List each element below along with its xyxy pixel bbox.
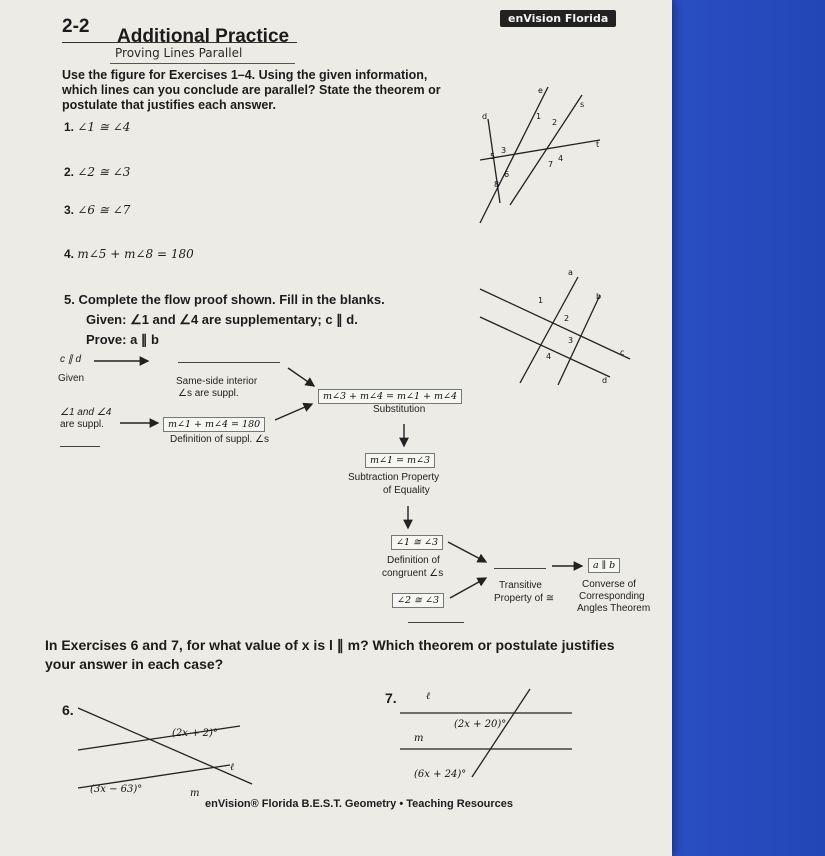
exercise-1-text: ∠1 ≅ ∠4 xyxy=(77,120,131,134)
proof-transitive-2: Property of ≅ xyxy=(494,593,555,604)
exercise-2-text: ∠2 ≅ ∠3 xyxy=(77,165,131,179)
exercise-3-number: 3. xyxy=(64,203,75,217)
page-subtitle: Proving Lines Parallel xyxy=(115,46,243,60)
label-n3: 3 xyxy=(568,336,574,345)
proof-a14b: are suppl. xyxy=(60,419,104,430)
ex7-bottom-angle: (6x + 24)° xyxy=(414,769,467,780)
arrow-ssi xyxy=(288,368,314,386)
ex6-label-m: m xyxy=(190,788,200,799)
label-angle-8: 8 xyxy=(494,180,500,189)
ex7-label-l: ℓ xyxy=(426,691,431,702)
ex7-number: 7. xyxy=(385,690,397,706)
exercise-1-number: 1. xyxy=(64,120,75,134)
ex6-label-l: ℓ xyxy=(230,762,235,773)
ex6-bottom-angle: (3x − 63)° xyxy=(90,784,143,795)
label-c: c xyxy=(620,348,625,357)
q5-prove: Prove: a ∥ b xyxy=(86,332,159,347)
proof-ssi-2: ∠s are suppl. xyxy=(178,388,239,399)
proof-def-cong: Definition of xyxy=(387,555,440,566)
proof-sub-prop: Subtraction Property xyxy=(348,472,440,483)
label-angle-2: 2 xyxy=(552,118,558,127)
footer: enVision® Florida B.E.S.T. Geometry • Teaching Resources xyxy=(205,798,514,810)
label-angle-4: 4 xyxy=(558,154,564,163)
proof-def-cong-2: congruent ∠s xyxy=(382,568,444,579)
proof-m1m3: m∠1 = m∠3 xyxy=(365,453,435,468)
label-s: s xyxy=(580,100,585,109)
proof-c23: ∠2 ≅ ∠3 xyxy=(392,593,444,608)
exercise-4-text: m∠5 + m∠8 = 180 xyxy=(77,247,194,261)
proof-a14: ∠1 and ∠4 xyxy=(60,407,112,418)
ex6-top-angle: (2x + 2)° xyxy=(172,728,218,739)
ex7-label-m: m xyxy=(414,733,424,744)
ex7-top-angle: (2x + 20)° xyxy=(454,719,507,730)
label-angle-5: 5 xyxy=(490,152,496,161)
arrow-c13 xyxy=(448,542,486,562)
ex6-number: 6. xyxy=(62,702,74,718)
label-n4: 4 xyxy=(546,352,552,361)
proof-c13: ∠1 ≅ ∠3 xyxy=(391,535,443,550)
proof-substitution: Substitution xyxy=(373,404,426,415)
label-t: t xyxy=(596,140,600,149)
label-e: e xyxy=(538,86,543,95)
proof-converse-3: Angles Theorem xyxy=(577,603,651,614)
proof-converse: Converse of xyxy=(582,579,636,590)
proof-converse-2: Corresponding xyxy=(579,591,645,602)
q5-given: Given: ∠1 and ∠4 are supplementary; c ∥ d. xyxy=(86,312,358,327)
proof-def-suppl: Definition of suppl. ∠s xyxy=(170,434,270,445)
label-d-fig5: d xyxy=(602,376,608,385)
label-a: a xyxy=(568,268,573,277)
page-title: Additional Practice xyxy=(117,26,290,47)
figure-ex6 xyxy=(70,700,260,800)
lesson-number: 2-2 xyxy=(62,16,90,37)
label-angle-1: 1 xyxy=(536,112,542,121)
label-n1: 1 xyxy=(538,296,544,305)
label-angle-3: 3 xyxy=(501,146,507,155)
proof-ssi: Same-side interior xyxy=(176,376,258,387)
figure-ex7 xyxy=(400,685,590,785)
exercise-2-number: 2. xyxy=(64,165,75,179)
proof-cd: c ∥ d xyxy=(60,354,82,365)
q5-prompt: 5. Complete the flow proof shown. Fill in the blanks. xyxy=(64,292,385,307)
label-n2: 2 xyxy=(564,314,570,323)
label-angle-6: 6 xyxy=(504,170,510,179)
proof-transitive: Transitive xyxy=(499,580,542,591)
proof-sub-prop-2: of Equality xyxy=(383,485,430,496)
proof-given-label: Given xyxy=(58,373,85,384)
instructions: Use the figure for Exercises 1–4. Using the given information, which lines can you conclude are parallel? State the theorem or postulate that justifies each answer. xyxy=(62,68,441,112)
proof-sum-eq: m∠3 + m∠4 = m∠1 + m∠4 xyxy=(318,389,462,404)
exercise-4-number: 4. xyxy=(64,247,75,261)
ex7-transversal xyxy=(472,689,530,777)
exercise-3-text: ∠6 ≅ ∠7 xyxy=(77,203,131,217)
arrow-m14 xyxy=(275,404,312,420)
proof-ab: a ∥ b xyxy=(588,558,620,573)
brand-logo: enVision Florida xyxy=(500,10,616,27)
label-d: d xyxy=(482,112,488,121)
label-angle-7: 7 xyxy=(548,160,554,169)
arrow-c23 xyxy=(450,578,486,598)
proof-m14: m∠1 + m∠4 = 180 xyxy=(163,417,265,432)
q67-prompt: In Exercises 6 and 7, for what value of x is l ∥ m? Which theorem or postulate justifies your answer in each case? xyxy=(45,637,615,672)
label-b: b xyxy=(596,292,602,301)
